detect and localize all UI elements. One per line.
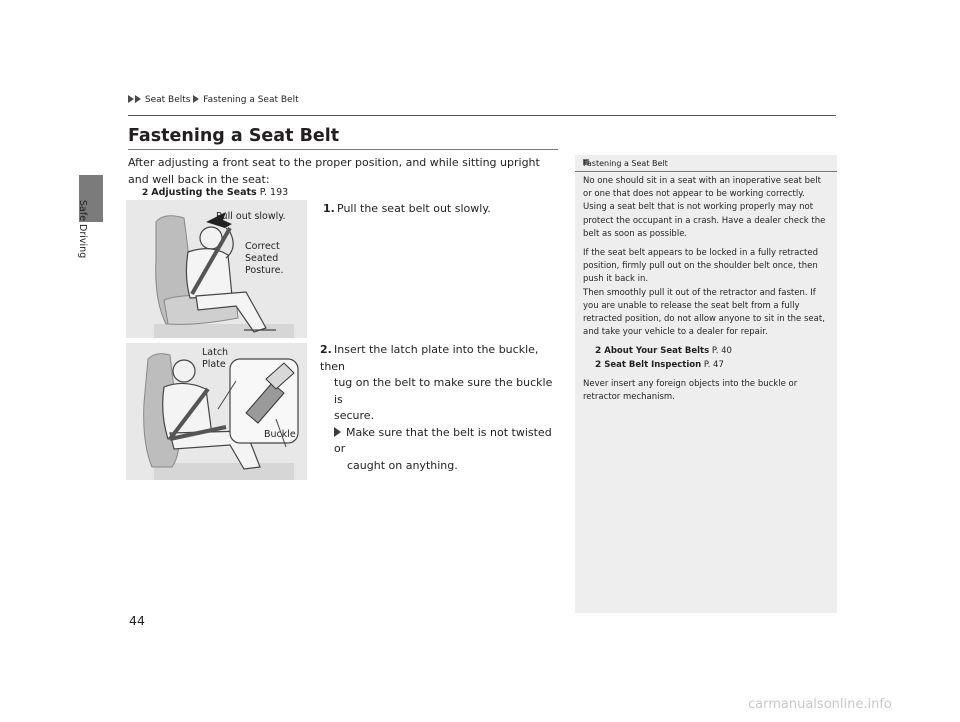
breadcrumb-arrow-icon [193,95,199,103]
figure-label-pull: Pull out slowly. [216,211,286,222]
page-title: Fastening a Seat Belt [128,126,340,146]
illustration-pull-belt [126,200,307,338]
xref-page: P. 40 [711,346,732,357]
page-number: 44 [129,613,145,628]
xref-page: P. 193 [259,187,289,198]
xref-label: Seat Belt Inspection [604,359,702,370]
figure-label-buckle: Buckle [264,429,296,440]
illustration-insert-latch [126,343,307,480]
figure-label-latch-2: Plate [202,359,226,370]
figure-label-posture-3: Posture. [245,265,284,276]
breadcrumb [128,95,299,105]
step-1 [323,202,491,215]
step-text: Pull the seat belt out slowly. [337,202,491,215]
note-paragraph: Never insert any foreign objects into the buckle or retractor mechanism. [583,378,798,403]
xref-adjusting-seats[interactable] [142,187,288,198]
step-2 [320,342,563,474]
section-label-text: Safe Driving [77,200,88,259]
note-paragraph: Then smoothly pull it out of the retractor and fasten. If you are unable to release the seat belt from a fully retracted position, do not allow anyone to sit in the seat, and take your vehicle to a dealer for repair. [583,287,825,338]
breadcrumb-item-fastening[interactable]: Fastening a Seat Belt [203,95,299,105]
breadcrumb-item-seat-belts[interactable]: Seat Belts [144,95,191,105]
title-rule [128,149,558,150]
side-note-title: Fastening a Seat Belt [583,159,668,168]
step-text-line: tug on the belt to make sure the buckle is [334,376,553,406]
bullet-text-line: Make sure that the belt is not twisted or [334,425,552,455]
figure-label-posture-2: Seated [245,253,279,264]
xref-arrow-icon: 2 [595,359,602,370]
step-text-line: secure. [334,409,375,422]
bullet-text-line: caught on anything. [347,458,458,472]
xref-arrow-icon: 2 [142,188,149,198]
header-rule [128,115,836,116]
watermark: carmanualsonline.info [748,697,892,712]
figure-label-latch-1: Latch [202,347,229,358]
figure-label-posture-1: Correct [245,241,280,252]
breadcrumb-arrow-icon [135,95,141,103]
bullet-arrow-icon [334,427,341,437]
xref-seat-belt-inspection[interactable] [583,359,828,372]
xref-about-seat-belts[interactable] [583,345,828,358]
step-number: 2. [320,343,332,356]
breadcrumb-arrow-icon [128,95,134,103]
note-paragraph: If the seat belt appears to be locked in a fully retracted position, firmly pull out on the shoulder belt once, then push it back in. [583,248,818,285]
note-paragraph: No one should sit in a seat with an inoperative seat belt or one that does not appear to be working correctly. Using a seat belt that is not working properly may not protect the occupant in a crash. Have a dealer check the belt as soon as possible. [583,176,826,239]
intro-text: After adjusting a front seat to the proper position, and while sitting upright and well back in the seat: [128,156,540,186]
step-number: 1. [323,202,335,215]
xref-arrow-icon: 2 [595,346,602,357]
xref-label: Adjusting the Seats [151,187,257,198]
side-note-header [575,155,837,172]
xref-label: About Your Seat Belts [604,346,710,357]
step-text-line: Insert the latch plate into the buckle, then [320,343,539,373]
xref-page: P. 47 [703,359,724,370]
side-note-body [583,175,828,410]
